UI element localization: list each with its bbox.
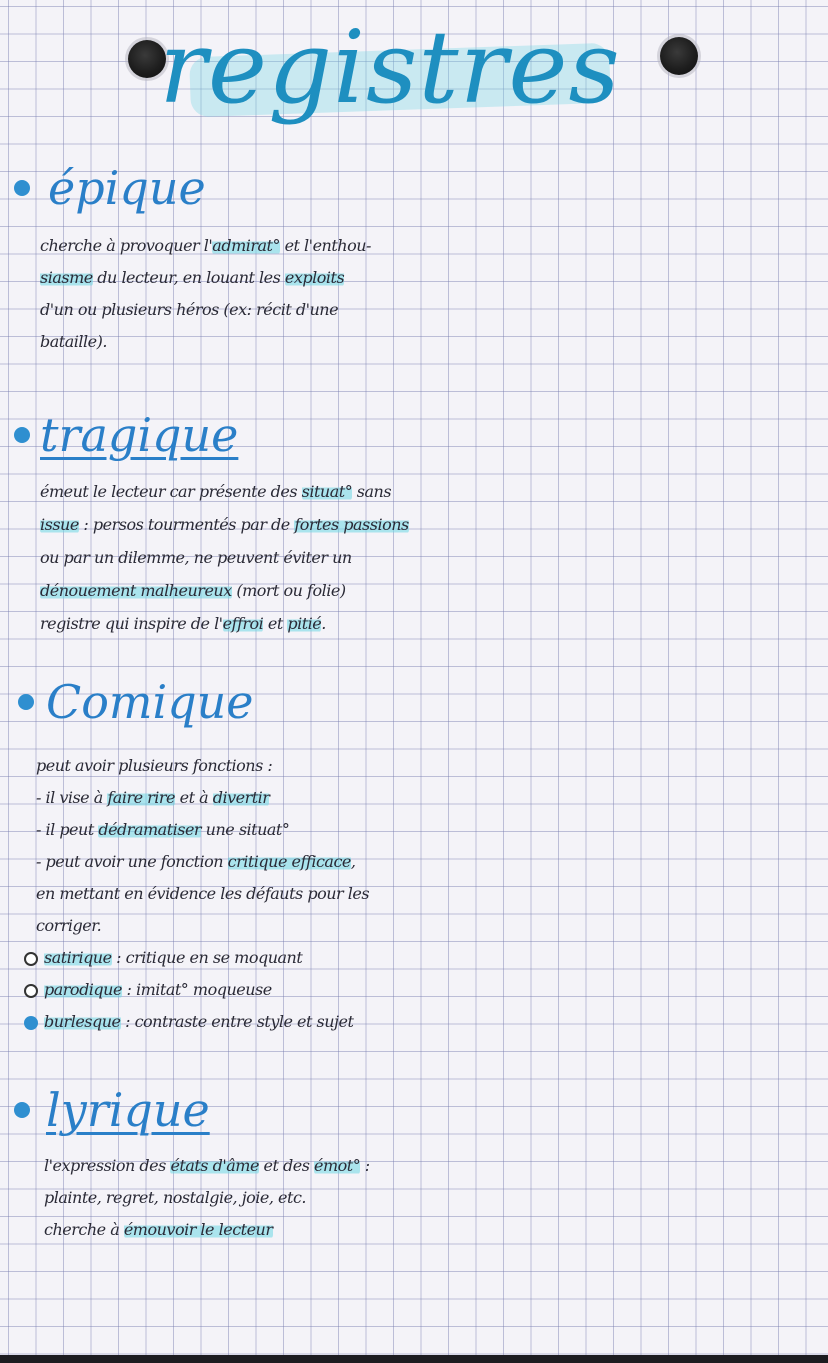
text-line — [0, 942, 828, 974]
highlighted-text: parodique — [44, 980, 122, 999]
section-body — [0, 475, 828, 640]
punch-hole-right-icon — [660, 37, 698, 75]
highlighted-text: fortes passions — [294, 515, 409, 534]
section-lyrique — [0, 1080, 828, 1246]
section-tragique — [0, 405, 828, 640]
text-fragment: bataille). — [40, 332, 107, 351]
text-fragment: et à — [175, 788, 213, 807]
highlighted-text: exploits — [284, 268, 345, 287]
section-heading: lyrique — [46, 1083, 210, 1137]
text-fragment: registre qui inspire de l' — [40, 614, 223, 633]
section-heading-row — [0, 405, 828, 465]
section-heading: tragique — [40, 408, 239, 462]
highlighted-text: issue — [40, 515, 79, 534]
section-heading-row — [0, 158, 828, 218]
highlighted-text: critique efficace — [227, 852, 351, 871]
text-line — [0, 878, 828, 910]
highlighted-text: divertir — [212, 788, 270, 807]
text-fragment: en mettant en évidence les défauts pour les — [36, 884, 370, 903]
section-heading-row — [0, 672, 828, 732]
text-line — [0, 1214, 828, 1246]
text-fragment: et — [263, 614, 288, 633]
text-fragment: sans — [352, 482, 392, 501]
text-fragment: : persos tourmentés par de — [78, 515, 295, 534]
highlighted-text: situat° — [301, 482, 353, 501]
section-heading: Comique — [46, 675, 254, 729]
text-fragment: - il peut — [36, 820, 99, 839]
text-line — [0, 508, 828, 541]
section-body — [0, 230, 828, 358]
text-fragment: plainte, regret, nostalgie, joie, etc. — [44, 1188, 306, 1207]
highlighted-text: satirique — [44, 948, 112, 967]
section-body — [0, 1150, 828, 1246]
text-line — [0, 1006, 828, 1038]
highlighted-text: effroi — [222, 614, 264, 633]
text-line — [0, 782, 828, 814]
section-comique — [0, 672, 828, 1038]
section-heading-row — [0, 1080, 828, 1140]
text-fragment: et l'enthou- — [279, 236, 371, 255]
text-fragment: - il vise à — [36, 788, 108, 807]
text-fragment: . — [321, 614, 326, 633]
text-line — [0, 541, 828, 574]
text-line — [0, 974, 828, 1006]
text-fragment: émeut le lecteur car présente des — [40, 482, 302, 501]
highlighted-text: dédramatiser — [98, 820, 202, 839]
section-epique — [0, 158, 828, 358]
highlighted-text: dénouement malheureux — [40, 581, 232, 600]
bullet-dot-icon — [18, 694, 34, 710]
text-line — [0, 846, 828, 878]
text-line — [0, 475, 828, 508]
text-fragment: - peut avoir une fonction — [36, 852, 228, 871]
text-line — [0, 750, 828, 782]
text-fragment: : critique en se moquant — [111, 948, 303, 967]
text-line — [0, 294, 828, 326]
text-fragment: (mort ou folie) — [231, 581, 346, 600]
highlighted-text: pitié — [287, 614, 322, 633]
text-fragment: d'un ou plusieurs héros (ex: récit d'une — [40, 300, 339, 319]
text-fragment: cherche à — [44, 1220, 124, 1239]
highlighted-text: émot° — [314, 1156, 361, 1175]
text-line — [0, 910, 828, 942]
page-title — [150, 8, 630, 158]
text-line — [0, 262, 828, 294]
text-line — [0, 607, 828, 640]
text-fragment: une situat° — [201, 820, 290, 839]
text-fragment: peut avoir plusieurs fonctions : — [36, 756, 273, 775]
section-heading: épique — [48, 161, 206, 215]
text-fragment: : — [360, 1156, 370, 1175]
sub-bullet-icon — [24, 952, 38, 966]
text-fragment: et des — [258, 1156, 314, 1175]
bullet-dot-icon — [14, 180, 30, 196]
text-line — [0, 1150, 828, 1182]
title-text: registres — [159, 9, 621, 126]
text-line — [0, 326, 828, 358]
text-fragment: l'expression des — [44, 1156, 171, 1175]
text-fragment: , — [350, 852, 356, 871]
highlighted-text: burlesque — [44, 1012, 121, 1031]
bullet-dot-icon — [14, 427, 30, 443]
text-fragment: corriger. — [36, 916, 102, 935]
text-fragment: ou par un dilemme, ne peuvent éviter un — [40, 548, 352, 567]
text-line — [0, 1182, 828, 1214]
highlighted-text: siasme — [40, 268, 93, 287]
text-fragment: : imitat° moqueuse — [121, 980, 272, 999]
highlighted-text: états d'âme — [170, 1156, 259, 1175]
text-fragment: cherche à provoquer l' — [40, 236, 213, 255]
page-bottom-edge — [0, 1355, 828, 1363]
highlighted-text: émouvoir le lecteur — [123, 1220, 273, 1239]
section-body — [0, 750, 828, 1038]
text-line — [0, 230, 828, 262]
sub-bullet-icon — [24, 1016, 38, 1030]
sub-bullet-icon — [24, 984, 38, 998]
text-line — [0, 574, 828, 607]
text-line — [0, 814, 828, 846]
text-fragment: du lecteur, en louant les — [92, 268, 285, 287]
highlighted-text: faire rire — [107, 788, 176, 807]
highlighted-text: admirat° — [212, 236, 280, 255]
bullet-dot-icon — [14, 1102, 30, 1118]
text-fragment: : contraste entre style et sujet — [120, 1012, 354, 1031]
